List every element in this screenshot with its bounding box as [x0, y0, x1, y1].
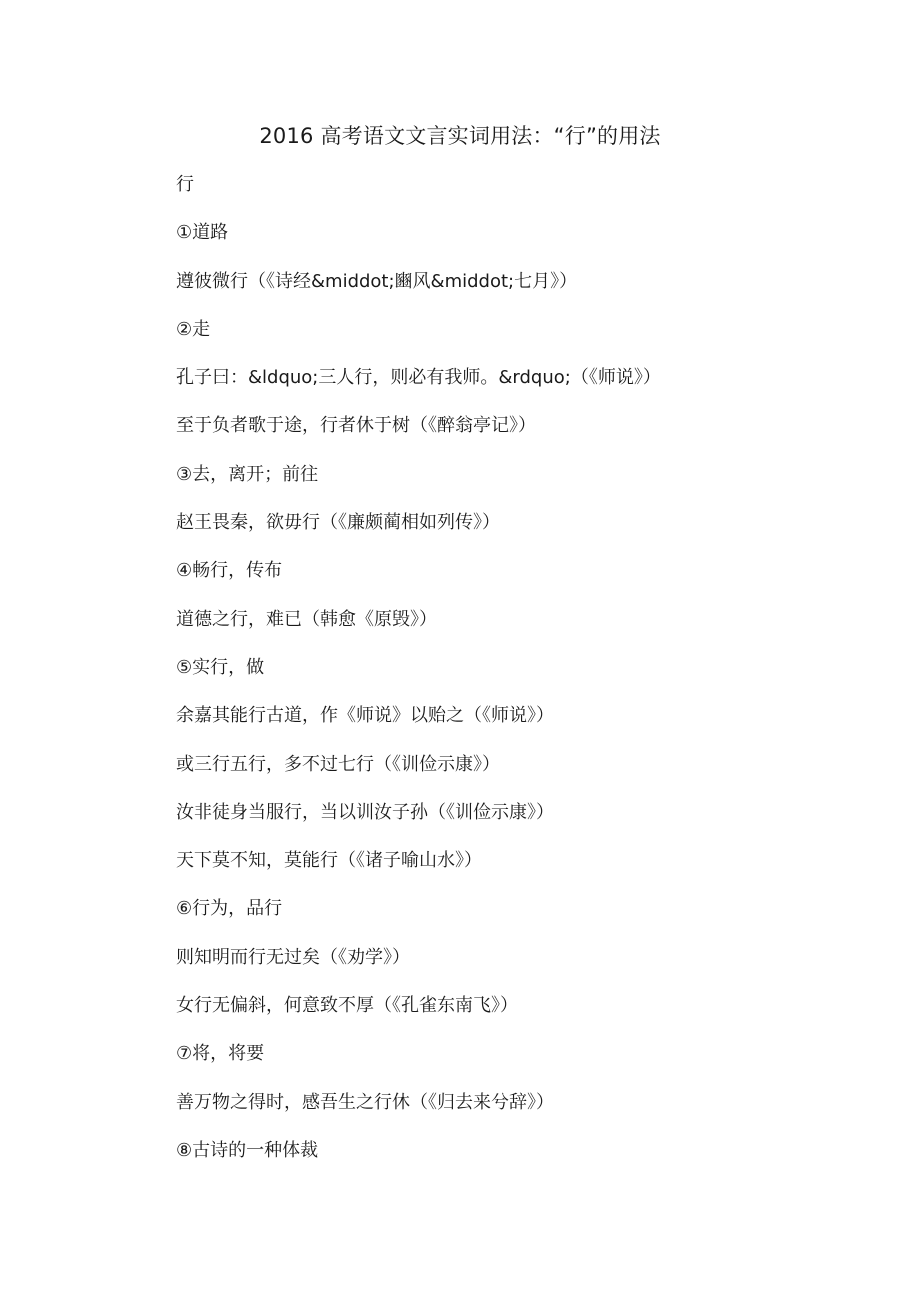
document-body — [176, 170, 876, 1184]
example-line: 遵彼微行（《诗经&middot;豳风&middot;七月》） — [176, 270, 578, 292]
sense-heading: ②走 — [176, 318, 211, 340]
example-line: 或三行五行，多不过七行（《训俭示康》） — [176, 753, 500, 775]
sense-heading: ⑧古诗的一种体裁 — [176, 1139, 319, 1161]
example-line: 则知明而行无过矣（《劝学》） — [176, 946, 410, 968]
example-line: 善万物之得时，感吾生之行休（《归去来兮辞》） — [176, 1091, 554, 1113]
example-line: 天下莫不知，莫能行（《诸子喻山水》） — [176, 850, 482, 872]
example-line: 女行无偏斜，何意致不厚（《孔雀东南飞》） — [176, 995, 518, 1017]
sense-heading: ①道路 — [176, 222, 229, 244]
document-title: 2016 高考语文文言实词用法：“行”的用法 — [259, 124, 661, 148]
sense-heading: ④畅行，传布 — [176, 560, 283, 582]
example-line: 至于负者歌于途，行者休于树（《醉翁亭记》） — [176, 415, 536, 437]
example-line: 道德之行，难已（韩愈《原毁》） — [176, 608, 437, 630]
sense-heading: ⑥行为，品行 — [176, 898, 283, 920]
sense-heading: ⑦将，将要 — [176, 1043, 265, 1065]
sense-heading: ③去，离开；前往 — [176, 463, 319, 485]
example-line: 孔子曰：&ldquo;三人行，则必有我师。&rdquo;（《师说》） — [176, 367, 661, 389]
example-line: 赵王畏秦，欲毋行（《廉颇蔺相如列传》） — [176, 512, 500, 534]
headword-line: 行 — [176, 174, 194, 195]
sense-heading: ⑤实行，做 — [176, 656, 265, 678]
example-line: 汝非徒身当服行，当以训汝子孙（《训俭示康》） — [176, 801, 554, 823]
example-line: 余嘉其能行古道，作《师说》以贻之（《师说》） — [176, 705, 554, 727]
